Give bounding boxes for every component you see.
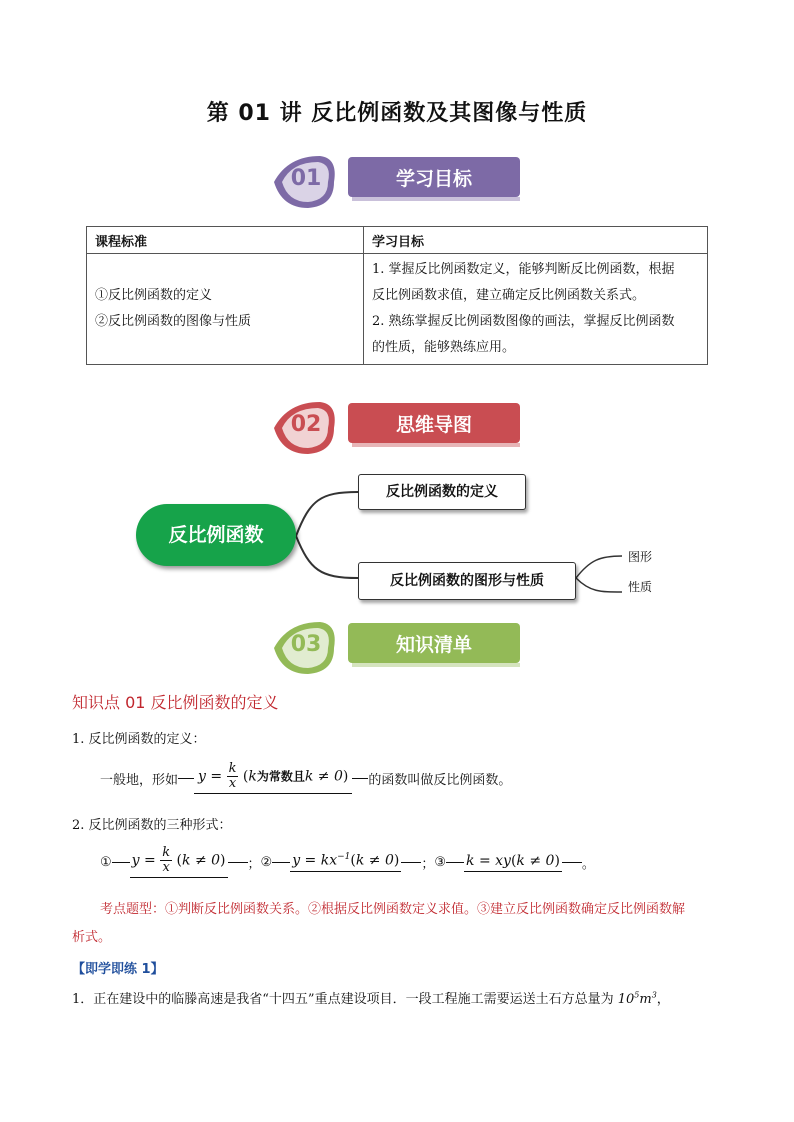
forms-heading: 2. 反比例函数的三种形式： (72, 818, 232, 833)
mind-map-root: 反比例函数 (136, 504, 296, 566)
definition-prefix: 一般地，形如 (100, 772, 179, 788)
section-number: 03 (290, 632, 322, 657)
fraction: $\frac{k}{x}$ (162, 845, 171, 875)
fill-blank (228, 862, 248, 863)
objective-line: 2. 熟练掌握反比例函数图像的画法，掌握反比例函数 (372, 314, 675, 329)
section-label: 思维导图 (395, 414, 472, 436)
mind-map-branch-definition: 反比例函数的定义 (358, 474, 526, 510)
mind-map-leaf: 性质 (628, 580, 653, 594)
fill-blank (562, 862, 582, 863)
mind-map-leaf: 图形 (628, 550, 653, 564)
objective-line: 反比例函数求值，建立确定反比例函数关系式。 (372, 288, 646, 303)
form-3-formula: k = xy(k ≠ 0) (464, 853, 562, 872)
section-banner-03 (268, 616, 528, 680)
definition-condition: 为常数且 (256, 769, 305, 784)
page-title: 第 01 讲 反比例函数及其图像与性质 (206, 101, 588, 126)
knowledge-point-title: 知识点 01 反比例函数的定义 (72, 693, 279, 712)
volume-value: $10^5m^3$ (617, 990, 657, 1007)
form-mark: ③ (434, 854, 447, 870)
definition-heading: 1. 反比例函数的定义： (72, 732, 206, 747)
form-mark: ① (100, 854, 112, 870)
end-mark: 。 (581, 856, 595, 872)
section-label: 学习目标 (395, 168, 472, 190)
exam-types-note-cont: 析式。 (72, 930, 112, 945)
definition-sentence (100, 756, 511, 800)
exam-types-note: 考点题型：①判断反比例函数关系。②根据反比例函数定义求值。③建立反比例函数确定反比例函数解 (100, 902, 686, 917)
three-forms-line (100, 840, 595, 884)
objective-line: 的性质，能够熟练应用。 (372, 340, 516, 355)
table-header: 课程标准 (87, 227, 364, 254)
standard-item: ②反比例函数的图像与性质 (95, 314, 252, 329)
question-1-text: 1．正在建设中的临滕高速是我省“十四五”重点建设项目．一段工程施工需要运送土石方总量为 (72, 992, 614, 1007)
question-1-end: ， (656, 992, 670, 1007)
definition-formula: y = $\frac{k}{x}$ (k为常数且k ≠ 0) (194, 762, 352, 794)
section-number: 02 (290, 412, 322, 437)
section-number: 01 (290, 166, 322, 191)
question-1 (72, 988, 670, 1007)
form-mark: ② (260, 854, 273, 870)
fill-blank (178, 778, 194, 779)
fraction: $\frac{k}{x}$ (228, 761, 237, 791)
separator: ； (247, 856, 261, 872)
section-banner-01 (268, 150, 528, 214)
separator: ； (421, 856, 435, 872)
section-banner-02 (268, 396, 528, 460)
form-2-formula: $y = kx^{-1}(k \ne 0)$ (290, 852, 401, 872)
definition-suffix: 的函数叫做反比例函数。 (368, 772, 512, 788)
standard-item: ①反比例函数的定义 (95, 288, 213, 303)
mind-map-branch-graph-properties: 反比例函数的图形与性质 (358, 562, 576, 600)
learning-goals-table (86, 226, 708, 365)
fill-blank (446, 862, 464, 863)
course-standards-cell (87, 254, 364, 365)
practice-heading: 【即学即练 1】 (72, 962, 164, 977)
objective-line: 1. 掌握反比例函数定义，能够判断反比例函数，根据 (372, 262, 675, 277)
mind-map (0, 460, 794, 610)
form-1-formula: y = $\frac{k}{x}$ (k ≠ 0) (130, 846, 228, 878)
section-label: 知识清单 (395, 634, 472, 656)
fill-blank (352, 778, 368, 779)
learning-objectives-cell (364, 254, 708, 365)
table-header: 学习目标 (364, 227, 708, 254)
fill-blank (112, 862, 130, 863)
fill-blank (272, 862, 290, 863)
fill-blank (401, 862, 421, 863)
